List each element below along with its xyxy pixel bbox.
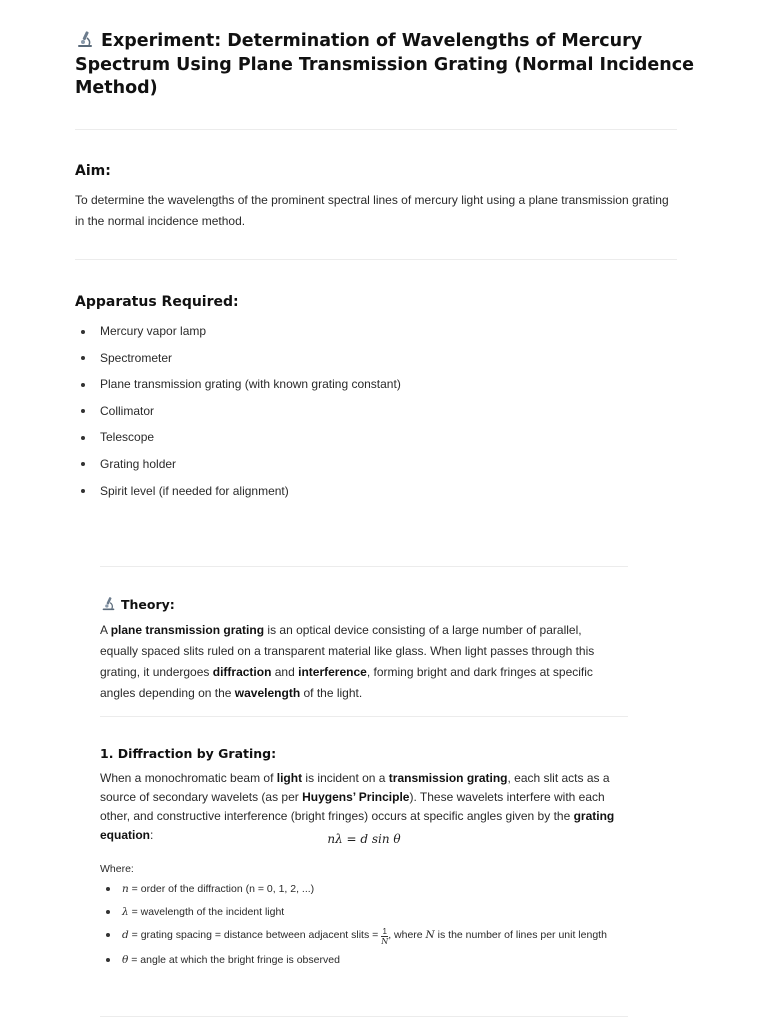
list-item: n = order of the diffraction (n = 0, 1, 2, ...) bbox=[100, 880, 620, 898]
aim-heading: Aim: bbox=[75, 163, 111, 179]
microscope-icon bbox=[100, 596, 117, 611]
list-item: Telescope bbox=[75, 424, 675, 451]
grating-equation: nλ = d sin θ bbox=[327, 832, 401, 846]
definitions-list bbox=[100, 880, 620, 974]
apparatus-list bbox=[75, 318, 675, 504]
divider bbox=[100, 716, 628, 717]
aim-text: To determine the wavelengths of the prominent spectral lines of mercury light using a plane transmission grating in the normal incidence method. bbox=[75, 193, 669, 228]
fraction: $\frac{1}{N}$ bbox=[381, 927, 389, 946]
theory-heading-text: Theory: bbox=[121, 597, 175, 612]
list-item: Spirit level (if needed for alignment) bbox=[75, 478, 675, 505]
list-item: Grating holder bbox=[75, 451, 675, 478]
list-item: d = grating spacing = distance between adjacent slits = $\frac{1}{N}$ , where N is the number of lines per unit length bbox=[100, 926, 620, 946]
divider bbox=[75, 259, 677, 260]
list-item: Mercury vapor lamp bbox=[75, 318, 675, 345]
apparatus-heading: Apparatus Required: bbox=[75, 294, 239, 310]
page-title bbox=[75, 30, 695, 101]
divider bbox=[100, 1016, 628, 1017]
list-item: Spectrometer bbox=[75, 345, 675, 372]
list-item: λ = wavelength of the incident light bbox=[100, 903, 620, 921]
where-label: Where: bbox=[100, 863, 134, 875]
page-title-text: Experiment: Determination of Wavelengths of Mercury Spectrum Using Plane Transmission Grating (Normal Incidence Method) bbox=[75, 31, 694, 98]
microscope-icon bbox=[75, 30, 95, 48]
diffraction-heading: 1. Diffraction by Grating: bbox=[100, 746, 277, 761]
divider bbox=[100, 566, 628, 567]
theory-text: A plane transmission grating is an optical device consisting of a large number of parallel, equally spaced slits ruled on a transparent material like glass. When light passes through this grating, it undergoes diffraction and interference, forming bright and dark fringes at specific angles depending on the wavelength of the light. bbox=[100, 623, 595, 700]
diffraction-text: When a monochromatic beam of light is incident on a transmission grating, each slit acts as a source of secondary wavelets (as per Huygens’ Principle). These wavelets interfere with each other, and constructive interference (bright fringes) occurs at specific angles given by the grating equation: bbox=[100, 771, 615, 842]
list-item: θ = angle at which the bright fringe is observed bbox=[100, 951, 620, 969]
list-item: Plane transmission grating (with known grating constant) bbox=[75, 371, 675, 398]
divider bbox=[75, 129, 677, 130]
list-item: Collimator bbox=[75, 398, 675, 425]
theory-heading bbox=[100, 596, 175, 612]
